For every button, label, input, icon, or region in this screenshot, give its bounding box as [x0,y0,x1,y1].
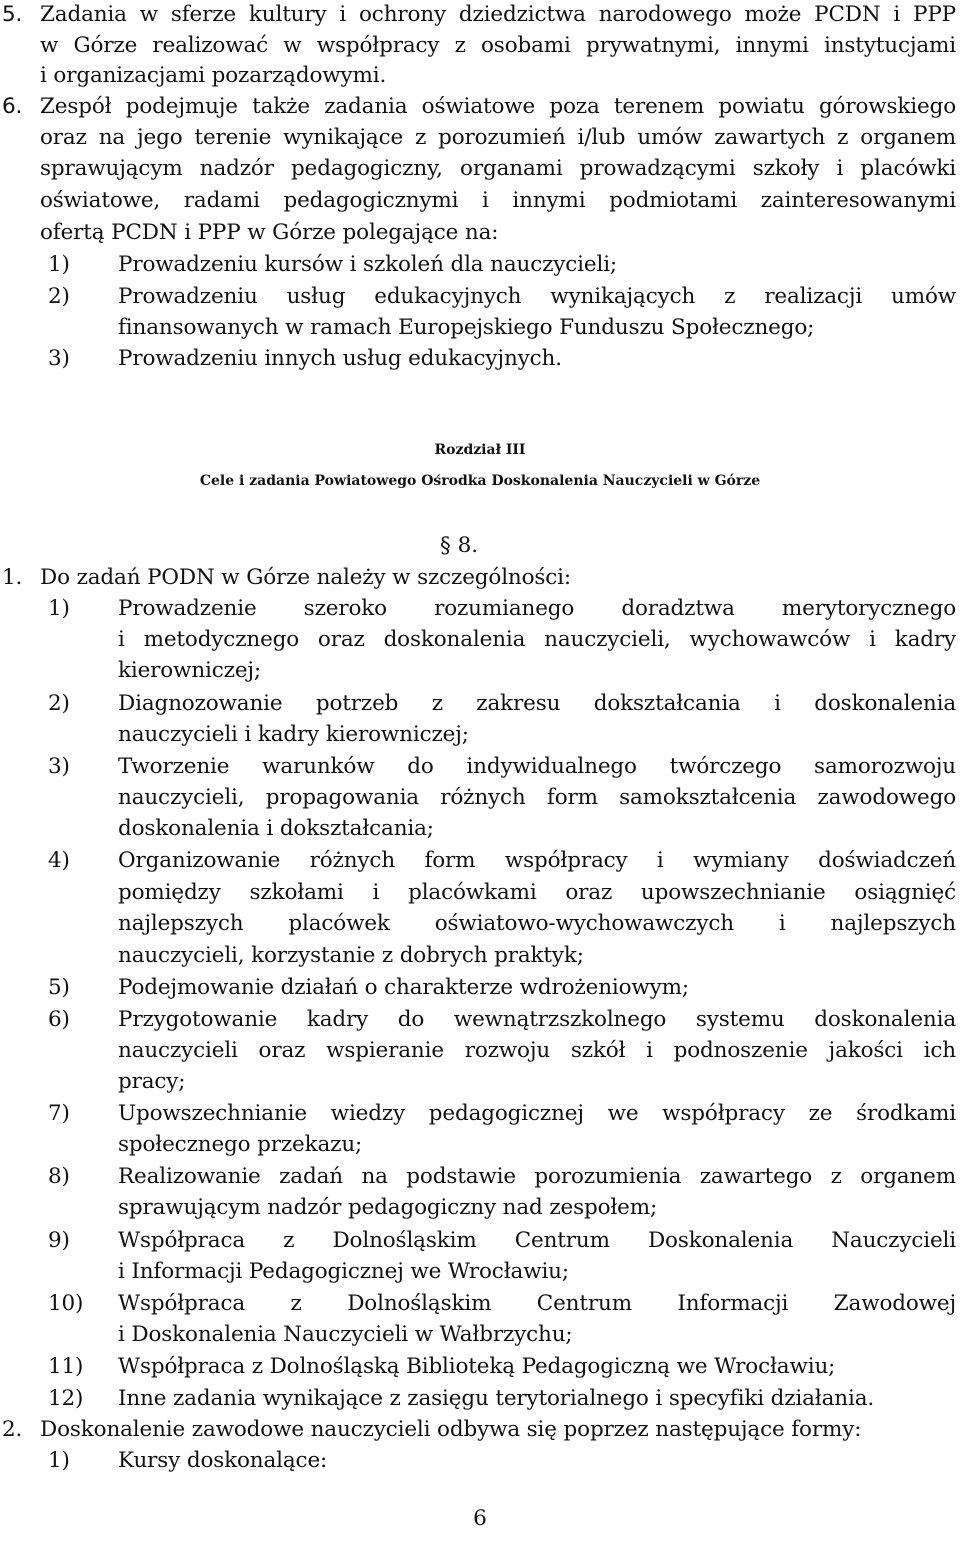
sublist-item [0,249,960,281]
list-text-line: Inne zadania wynikające z zasięgu terytorialnego i specyfiki działania. [118,1386,875,1411]
list-text-line: sprawującym nadzór pedagogiczny, organami prowadzącymi szkoły i placówki [40,156,956,181]
list-text-line: Prowadzenie szeroko rozumianego doradztwa merytorycznego [118,596,956,621]
list-number: 5. [2,2,23,27]
list-number: 11) [48,1354,84,1379]
list-text-line: Realizowanie zadań na podstawie porozumienia zawartego z organem [118,1164,956,1189]
list-number: 9) [48,1228,70,1253]
list-text-line: Podejmowanie działań o charakterze wdrożeniowym; [118,975,690,1000]
list-text-line: Współpraca z Dolnośląską Biblioteką Pedagogiczną we Wrocławiu; [118,1354,836,1379]
list-text-line: Diagnozowanie potrzeb z zakresu dokształcania i doskonalenia [118,691,956,716]
paragraph-intro: Do zadań PODN w Górze należy w szczególności: [40,565,572,590]
sublist-item [0,281,960,313]
list-item-5 [0,0,960,31]
list-number: 10) [48,1291,84,1316]
list-text-line: kierowniczej; [118,658,262,683]
list-text-line: Organizowanie różnych form współpracy i wymiany doświadczeń [118,848,956,873]
list-text-line: nauczycieli i kadry kierowniczej; [118,722,469,747]
paragraph-1 [0,562,960,594]
list-text-line: i Informacji Pedagogicznej we Wrocławiu; [118,1259,569,1284]
list-item [0,1225,960,1257]
list-text-line: Współpraca z Dolnośląskim Centrum Informacji Zawodowej [118,1291,956,1316]
list-text-line: oraz na jego terenie wynikające z porozumień i/lub umów zawartych z organem [40,125,956,150]
list-text-line: Przygotowanie kadry do wewnątrzszkolnego systemu doskonalenia [118,1007,956,1032]
section-mark: § 8. [440,533,479,558]
sublist-number: 1) [48,252,70,277]
list-text-line: pracy; [118,1069,186,1094]
page-number: 6 [473,1506,487,1531]
list-text-line: w Górze realizować w współpracy z osobami prywatnymi, innymi instytucjami [40,33,956,58]
list-item [0,1351,960,1383]
sublist-item [0,343,960,375]
list-text-line: pomiędzy szkołami i placówkami oraz upowszechnianie osiągnięć [118,880,956,905]
list-text-line: i organizacjami pozarządowymi. [40,63,387,88]
sublist-number: 3) [48,346,70,371]
list-number: 2) [48,691,70,716]
sublist-text-line: finansowanych w ramach Europejskiego Funduszu Społecznego; [118,315,815,340]
paragraph-2 [0,1414,960,1446]
list-text-line: Zadania w sferze kultury i ochrony dziedzictwa narodowego może PCDN i PPP [40,2,956,27]
list-item [0,1288,960,1320]
list-item [0,1445,960,1477]
list-text-line: Zespół podejmuje także zadania oświatowe poza terenem powiatu górowskiego [40,94,956,119]
sublist-text-line: Prowadzeniu innych usług edukacyjnych. [118,346,562,371]
list-text-line: i Doskonalenia Nauczycieli w Wałbrzychu; [118,1322,573,1347]
chapter-subtitle: Cele i zadania Powiatowego Ośrodka Doskonalenia Nauczycieli w Górze [199,473,761,489]
paragraph-number: 2. [2,1417,23,1442]
list-item [0,1098,960,1130]
list-text-line: nauczycieli oraz wspieranie rozwoju szkół i podnoszenie jakości ich [118,1038,956,1063]
list-text-line: społecznego przekazu; [118,1132,363,1157]
list-text-line: Tworzenie warunków do indywidualnego twórczego samorozwoju [118,754,956,779]
list-item [0,1004,960,1036]
list-number: 6) [48,1007,70,1032]
list-number: 8) [48,1164,70,1189]
chapter-title: Rozdział III [434,442,526,458]
list-item [0,972,960,1004]
list-item [0,751,960,783]
sublist-text-line: Prowadzeniu kursów i szkoleń dla nauczycieli; [118,252,618,277]
list-number: 4) [48,848,70,873]
list-text-line: i metodycznego oraz doskonalenia nauczycieli, wychowawców i kadry [118,627,956,652]
list-text-line: najlepszych placówek oświatowo-wychowawczych i najlepszych [118,911,956,936]
list-number: 7) [48,1101,70,1126]
sublist-number: 2) [48,284,70,309]
list-item [0,1161,960,1193]
list-text-line: nauczycieli, korzystanie z dobrych praktyk; [118,943,584,968]
list-number: 1) [48,596,70,621]
list-text-line: doskonalenia i dokształcania; [118,816,434,841]
list-item [0,593,960,625]
list-number: 6. [2,94,23,119]
list-text-line: Upowszechnianie wiedzy pedagogicznej we współpracy ze środkami [118,1101,956,1126]
list-item [0,688,960,720]
list-text-line: oświatowe, radami pedagogicznymi i innymi podmiotami zainteresowanymi [40,188,956,213]
list-item [0,1383,960,1415]
list-text-line: nauczycieli, propagowania różnych form samokształcenia zawodowego [118,785,956,810]
paragraph-number: 1. [2,565,23,590]
list-item-6 [0,91,960,123]
list-number: 1) [48,1448,70,1473]
list-item [0,845,960,877]
list-text-line: Kursy doskonalące: [118,1448,328,1473]
list-number: 3) [48,754,70,779]
list-text-line: sprawującym nadzór pedagogiczny nad zespołem; [118,1195,658,1220]
paragraph-intro: Doskonalenie zawodowe nauczycieli odbywa się poprzez następujące formy: [40,1417,862,1442]
sublist-text-line: Prowadzeniu usług edukacyjnych wynikających z realizacji umów [118,284,956,309]
list-number: 5) [48,975,70,1000]
list-text-line: ofertą PCDN i PPP w Górze polegające na: [40,220,499,245]
list-number: 12) [48,1386,84,1411]
list-text-line: Współpraca z Dolnośląskim Centrum Doskonalenia Nauczycieli [118,1228,956,1253]
